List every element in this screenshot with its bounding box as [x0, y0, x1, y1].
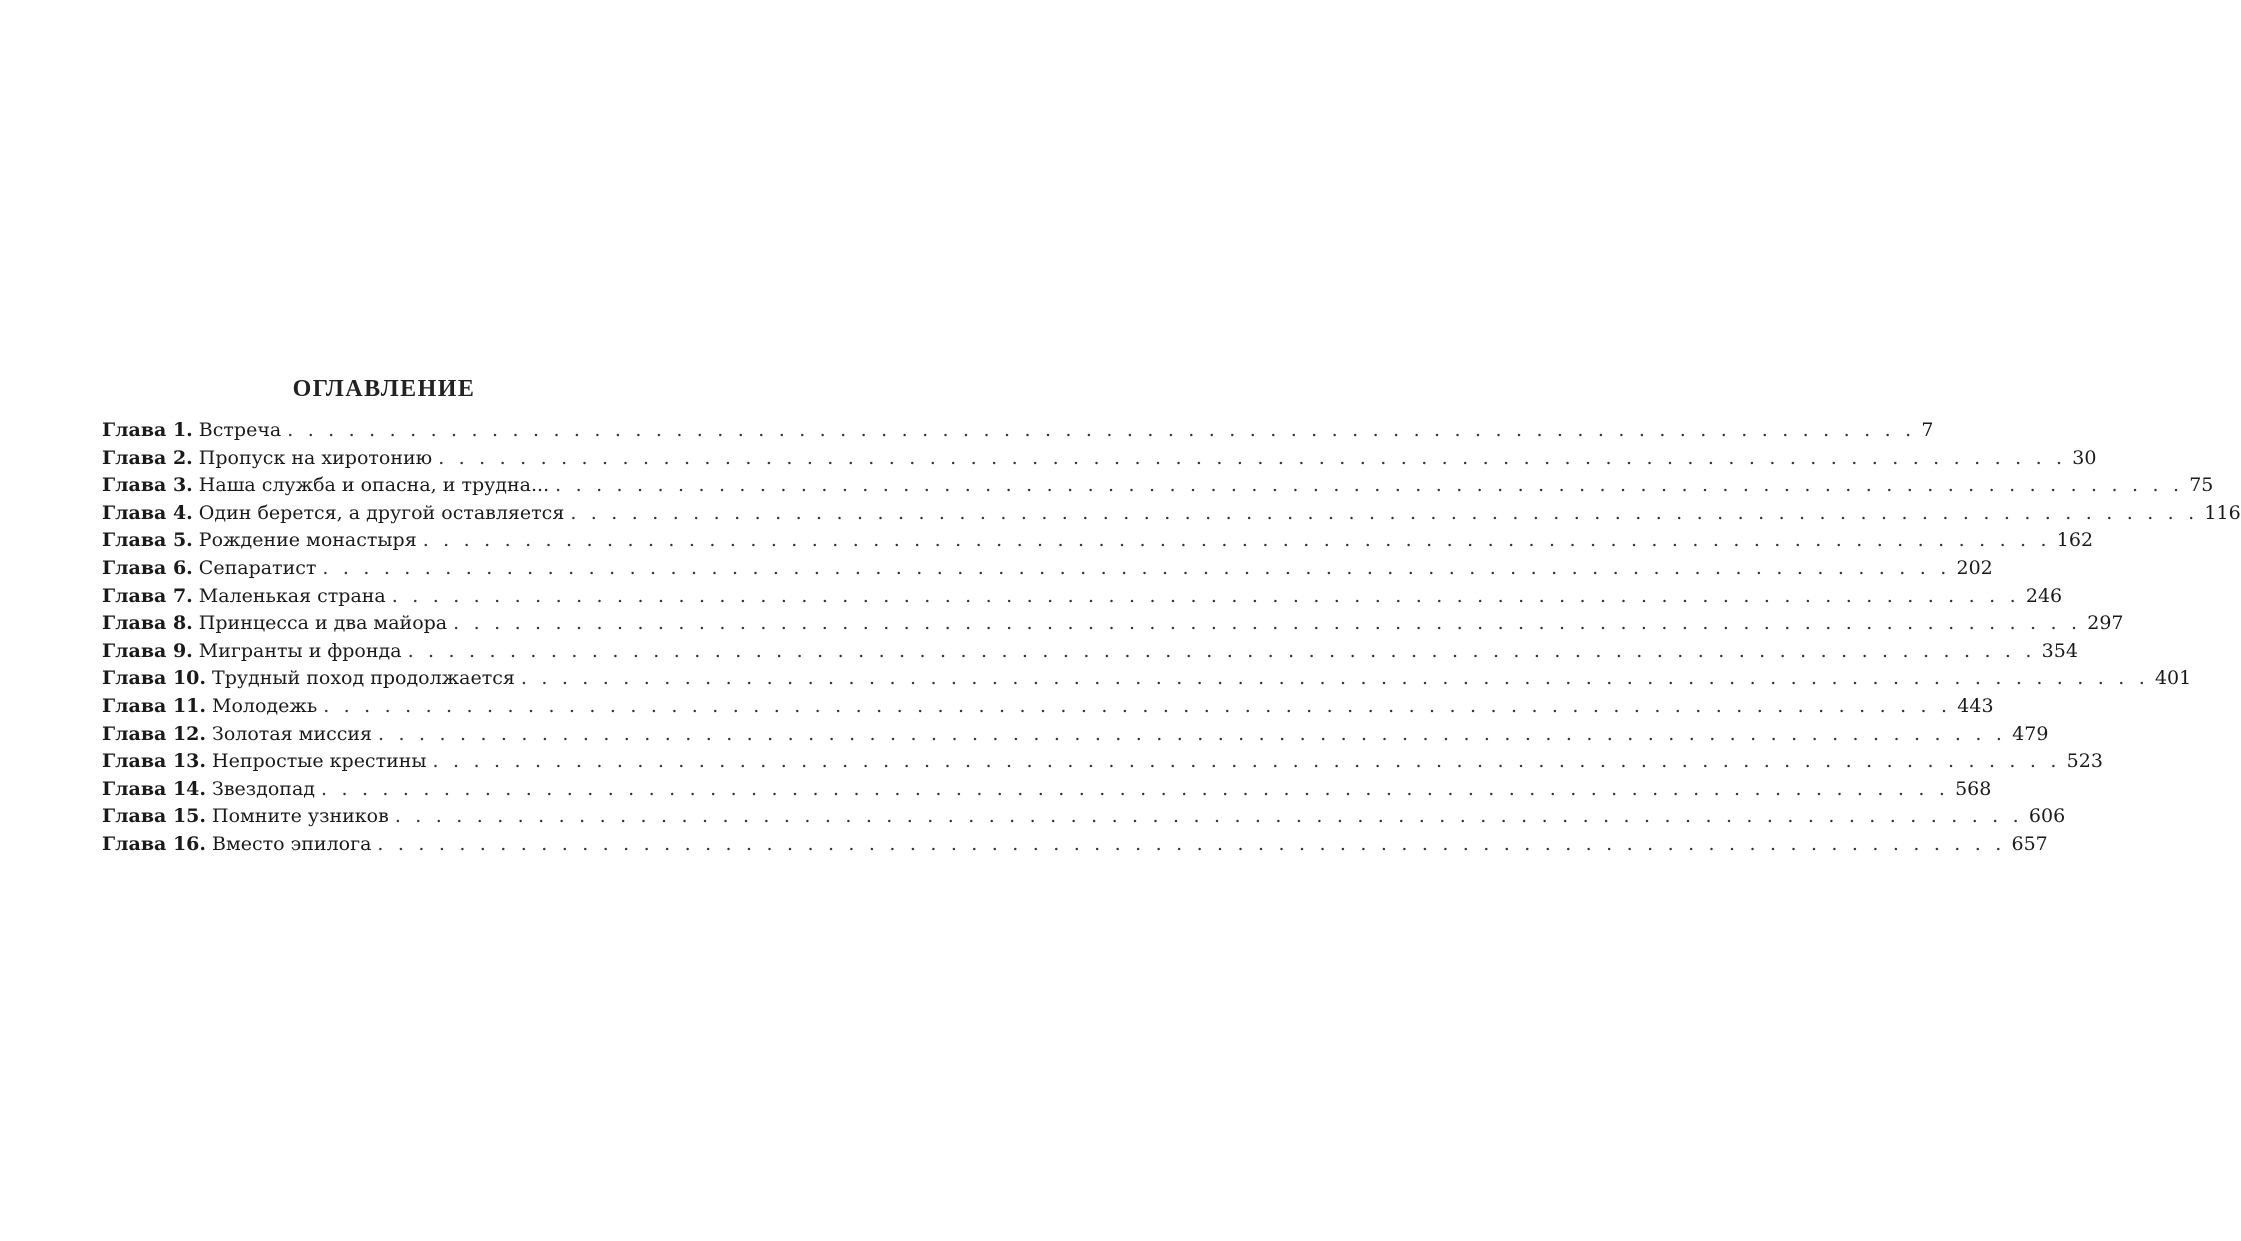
chapter-number: Глава 15.: [102, 805, 207, 828]
dot-leader: . . . . . . . . . . . . . . . . . . . . . . . . . . . . . . . . . . . . . . . . . . . . . . . . . . . . . . . . . . . . . . . . . . . . . . . . . . . . . . . .: [378, 722, 2007, 745]
chapter-number: Глава 6.: [102, 556, 193, 579]
chapter-number: Глава 3.: [102, 474, 193, 497]
chapter-title: Принцесса и два майора: [198, 612, 448, 635]
page-number: 354: [2041, 639, 2078, 662]
dot-leader: . . . . . . . . . . . . . . . . . . . . . . . . . . . . . . . . . . . . . . . . . . . . . . . . . . . . . . . . . . . . . . . . . . . . . . . . . . . . . . . .: [407, 639, 2036, 662]
toc-entry[interactable]: [102, 417, 1934, 445]
chapter-title: Сепаратист: [198, 556, 317, 579]
toc-entry[interactable]: [102, 583, 2063, 611]
page-number: 523: [2066, 750, 2103, 773]
toc-entry[interactable]: [102, 665, 2192, 693]
chapter-number: Глава 12.: [102, 722, 207, 745]
chapter-title: Пропуск на хиротонию: [198, 446, 433, 469]
chapter-title: Один берется, а другой оставляется: [198, 501, 565, 524]
toc-entry[interactable]: [102, 831, 2048, 859]
page-number: 116: [2204, 501, 2241, 524]
chapter-title: Молодежь: [212, 694, 318, 717]
toc-entry[interactable]: [102, 445, 2097, 473]
page-number: 7: [1921, 419, 1934, 441]
page-number: 479: [2012, 722, 2049, 745]
dot-leader: . . . . . . . . . . . . . . . . . . . . . . . . . . . . . . . . . . . . . . . . . . . . . . . . . . . . . . . . . . . . . . . . . . . . . . . . . . . . . . . .: [520, 667, 2149, 690]
dot-leader: . . . . . . . . . . . . . . . . . . . . . . . . . . . . . . . . . . . . . . . . . . . . . . . . . . . . . . . . . . . . . . . . . . . . . . . . . . . . . . . .: [394, 805, 2023, 828]
page-number: 202: [1956, 556, 1993, 579]
toc-entry[interactable]: [102, 803, 2066, 831]
toc-entry[interactable]: [102, 527, 2094, 555]
chapter-number: Глава 2.: [102, 446, 193, 469]
chapter-title: Помните узников: [212, 805, 389, 828]
toc-entry[interactable]: [102, 748, 2103, 776]
chapter-title: Встреча: [198, 419, 282, 441]
toc-entry[interactable]: [102, 721, 2049, 749]
chapter-title: Золотая миссия: [212, 722, 373, 745]
chapter-number: Глава 14.: [102, 777, 207, 800]
page-number: 443: [1957, 694, 1994, 717]
chapter-title: Наша служба и опасна, и трудна...: [198, 474, 550, 497]
chapter-number: Глава 1.: [102, 419, 193, 441]
chapter-number: Глава 13.: [102, 750, 207, 773]
page-number: 401: [2154, 667, 2192, 690]
dot-leader: . . . . . . . . . . . . . . . . . . . . . . . . . . . . . . . . . . . . . . . . . . . . . . . . . . . . . . . . . . . . . . . . . . . . . . . . . . . . . . . .: [321, 777, 1950, 800]
chapter-number: Глава 9.: [102, 639, 193, 662]
chapter-title: Маленькая страна: [198, 584, 386, 607]
chapter-title: Непростые крестины: [212, 750, 427, 773]
page-number: 75: [2189, 474, 2214, 497]
chapter-title: Мигранты и фронда: [198, 639, 402, 662]
dot-leader: . . . . . . . . . . . . . . . . . . . . . . . . . . . . . . . . . . . . . . . . . . . . . . . . . . . . . . . . . . . . . . . . . . . . . . . . . . . . . . . .: [555, 474, 2184, 497]
chapter-number: Глава 7.: [102, 584, 193, 607]
dot-leader: . . . . . . . . . . . . . . . . . . . . . . . . . . . . . . . . . . . . . . . . . . . . . . . . . . . . . . . . . . . . . . . . . . . . . . . . . . . . . . . .: [570, 501, 2199, 524]
chapter-number: Глава 4.: [102, 501, 193, 524]
chapter-number: Глава 11.: [102, 694, 207, 717]
toc-entry[interactable]: [102, 610, 2124, 638]
toc-entry[interactable]: [102, 638, 2078, 666]
chapter-number: Глава 8.: [102, 612, 193, 635]
page-number: 568: [1955, 777, 1992, 800]
toc-entry[interactable]: [102, 555, 1993, 583]
page-number: 606: [2028, 805, 2066, 828]
chapter-number: Глава 10.: [102, 667, 207, 690]
chapter-number: Глава 16.: [102, 832, 207, 855]
chapter-title: Рождение монастыря: [198, 529, 417, 552]
page-number: 162: [2056, 529, 2094, 552]
chapter-title: Трудный поход продолжается: [212, 667, 515, 690]
table-of-contents: [102, 417, 2241, 859]
page-number: 30: [2072, 446, 2097, 469]
dot-leader: . . . . . . . . . . . . . . . . . . . . . . . . . . . . . . . . . . . . . . . . . . . . . . . . . . . . . . . . . . . . . . . . . . . . . . . . . . . . . . . .: [287, 419, 1916, 441]
dot-leader: . . . . . . . . . . . . . . . . . . . . . . . . . . . . . . . . . . . . . . . . . . . . . . . . . . . . . . . . . . . . . . . . . . . . . . . . . . . . . . . .: [453, 612, 2082, 635]
dot-leader: . . . . . . . . . . . . . . . . . . . . . . . . . . . . . . . . . . . . . . . . . . . . . . . . . . . . . . . . . . . . . . . . . . . . . . . . . . . . . . . .: [377, 832, 2006, 855]
page-number: 246: [2025, 584, 2063, 607]
chapter-title: Звездопад: [212, 777, 315, 800]
page-number: 657: [2011, 832, 2048, 855]
chapter-number: Глава 5.: [102, 529, 193, 552]
toc-entry[interactable]: [102, 693, 1994, 721]
toc-entry[interactable]: [102, 776, 1992, 804]
page-number: 297: [2087, 612, 2124, 635]
chapter-title: Вместо эпилога: [212, 832, 372, 855]
dot-leader: . . . . . . . . . . . . . . . . . . . . . . . . . . . . . . . . . . . . . . . . . . . . . . . . . . . . . . . . . . . . . . . . . . . . . . . . . . . . . . . .: [438, 446, 2067, 469]
dot-leader: . . . . . . . . . . . . . . . . . . . . . . . . . . . . . . . . . . . . . . . . . . . . . . . . . . . . . . . . . . . . . . . . . . . . . . . . . . . . . . . .: [391, 584, 2020, 607]
toc-entry[interactable]: [102, 472, 2214, 500]
dot-leader: . . . . . . . . . . . . . . . . . . . . . . . . . . . . . . . . . . . . . . . . . . . . . . . . . . . . . . . . . . . . . . . . . . . . . . . . . . . . . . . .: [322, 556, 1951, 579]
dot-leader: . . . . . . . . . . . . . . . . . . . . . . . . . . . . . . . . . . . . . . . . . . . . . . . . . . . . . . . . . . . . . . . . . . . . . . . . . . . . . . . .: [422, 529, 2051, 552]
page-title: ОГЛАВЛЕНИЕ: [292, 376, 476, 403]
dot-leader: . . . . . . . . . . . . . . . . . . . . . . . . . . . . . . . . . . . . . . . . . . . . . . . . . . . . . . . . . . . . . . . . . . . . . . . . . . . . . . . .: [323, 694, 1952, 717]
dot-leader: . . . . . . . . . . . . . . . . . . . . . . . . . . . . . . . . . . . . . . . . . . . . . . . . . . . . . . . . . . . . . . . . . . . . . . . . . . . . . . . .: [432, 750, 2061, 773]
toc-entry[interactable]: [102, 500, 2241, 528]
